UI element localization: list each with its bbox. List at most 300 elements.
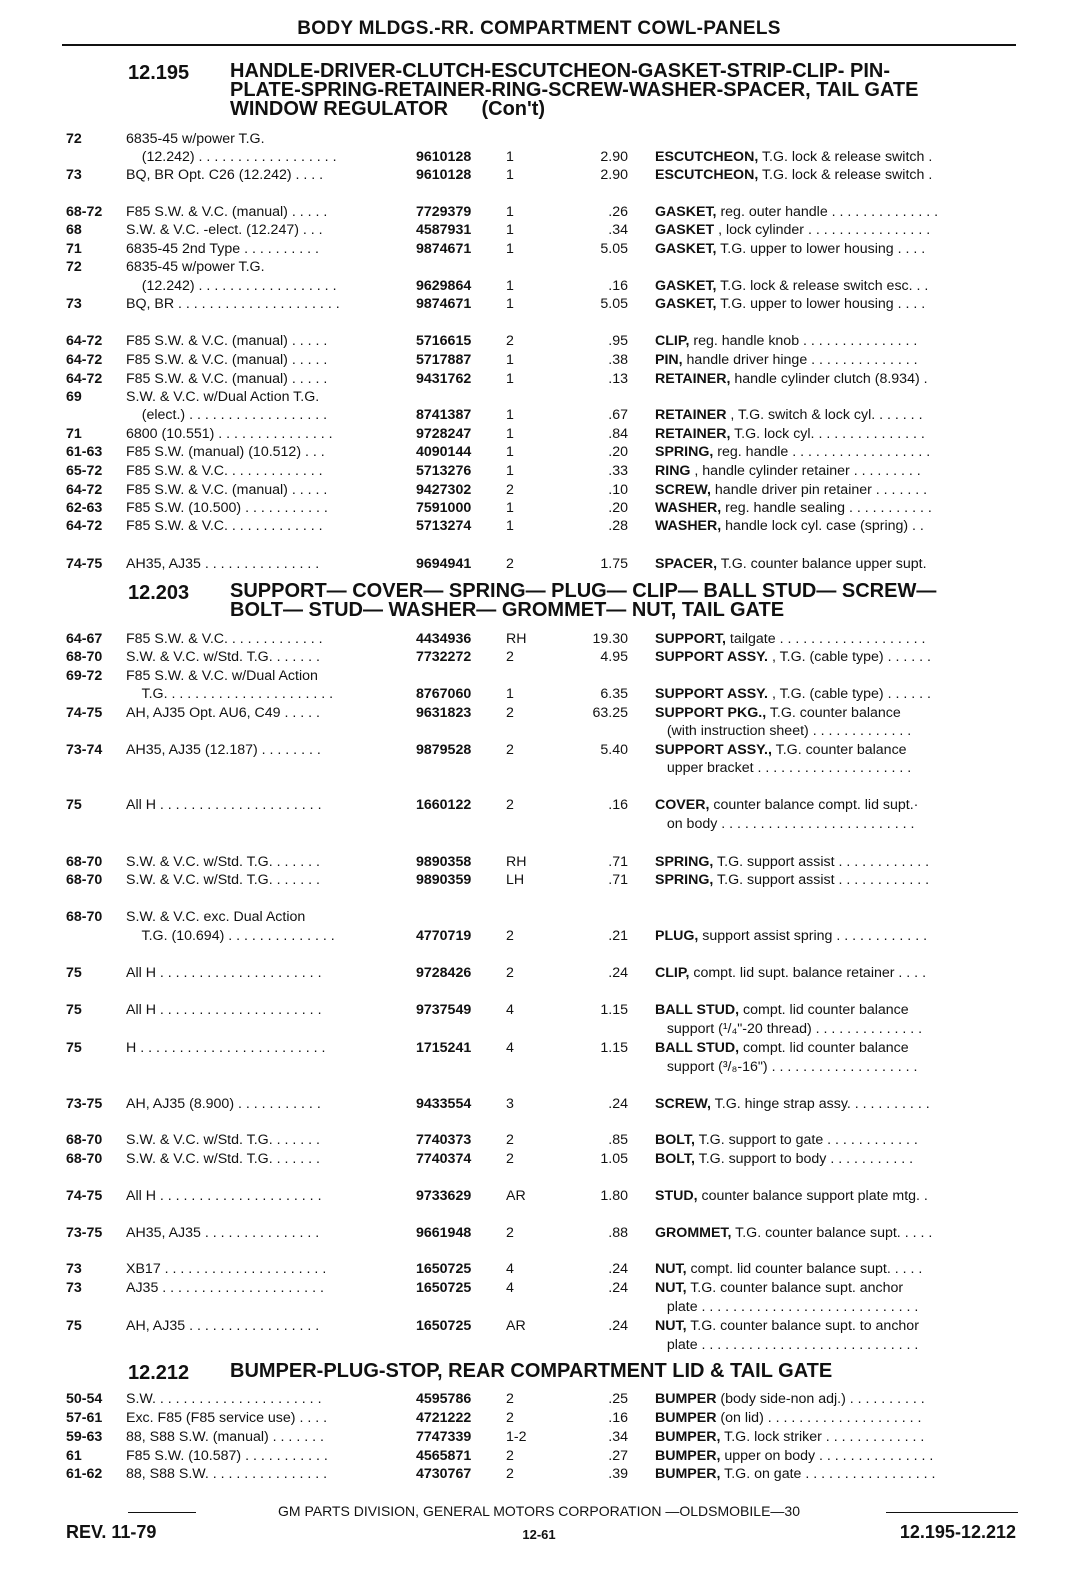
part-number-cell: 4587931 [416, 222, 472, 238]
table-row [0, 1058, 1078, 1076]
model-cell: F85 S.W. & V.C. (manual) . . . . . [126, 204, 328, 220]
part-description: support (¹/₄"-20 thread) . . . . . . . . . . . . . . [655, 1021, 923, 1037]
part-name: ESCUTCHEON, [655, 149, 759, 165]
model-cell: AH35, AJ35 (12.187) . . . . . . . . [126, 742, 321, 758]
description-cell [655, 166, 932, 184]
part-description: T.G. upper to lower housing . . . . [716, 241, 926, 257]
table-row [0, 1187, 1078, 1205]
section-title: HANDLE-DRIVER-CLUTCH-ESCUTCHEON-GASKET-STRIP-CLIP- PIN- PLATE-SPRING-RETAINER-RING-SCREW-WASHER-SPACER, TAIL GATE WINDOW REGULATOR (Con't) [230, 60, 919, 120]
year-cell: 75 [66, 1040, 82, 1056]
part-number-cell: 7740373 [416, 1132, 472, 1148]
header-rule [62, 44, 1016, 46]
part-number-cell: 9631823 [416, 705, 472, 721]
page-header-title: BODY MLDGS.-RR. COMPARTMENT COWL-PANELS [297, 18, 781, 39]
description-cell [655, 871, 929, 889]
part-name: BUMPER, [655, 1429, 721, 1445]
part-name: STUD, [655, 1188, 698, 1204]
price-cell: .84 [608, 426, 628, 442]
table-row [0, 425, 1078, 443]
price-cell: .20 [608, 444, 628, 460]
model-cell: All H . . . . . . . . . . . . . . . . . . . . . [126, 797, 322, 813]
part-number-cell: 7729379 [416, 204, 472, 220]
part-description: T.G. support to body . . . . . . . . . . . [694, 1151, 914, 1167]
model-cell: S.W. & V.C. w/Dual Action T.G. [126, 389, 320, 405]
price-cell: 1.75 [600, 556, 628, 572]
part-number-cell: 9610128 [416, 167, 472, 183]
description-cell [655, 722, 911, 740]
part-description: T.G. lock & release switch . [758, 167, 933, 183]
part-name: NUT, [655, 1261, 687, 1277]
part-number-cell: 4770719 [416, 928, 472, 944]
part-number-cell: 5713274 [416, 518, 472, 534]
part-description: support assist spring . . . . . . . . . . . . [698, 928, 928, 944]
part-description: upper bracket . . . . . . . . . . . . . . . . . . . . [655, 760, 912, 776]
quantity-cell: 2 [506, 1391, 514, 1407]
part-description: T.G. lock & release switch . [758, 149, 933, 165]
year-cell: 61-63 [66, 444, 103, 460]
table-row [0, 295, 1078, 313]
part-number-cell: 8767060 [416, 686, 472, 702]
year-cell: 73 [66, 296, 82, 312]
part-description: compt. lid counter balance supt. . . . . [686, 1261, 923, 1277]
quantity-cell: 1 [506, 296, 514, 312]
table-row [0, 741, 1078, 759]
part-number-cell: 7732272 [416, 649, 472, 665]
year-cell: 74-75 [66, 556, 103, 572]
description-cell [655, 240, 925, 258]
description-cell [655, 1020, 922, 1038]
year-cell: 68-70 [66, 649, 103, 665]
page-number: 12-61 [522, 1527, 556, 1542]
quantity-cell: RH [506, 854, 527, 870]
price-cell: .24 [608, 1318, 628, 1334]
model-cell: S.W. & V.C. w/Std. T.G. . . . . . . [126, 649, 320, 665]
part-description: T.G. on gate . . . . . . . . . . . . . . . . . [720, 1466, 936, 1482]
part-number-cell: 9433554 [416, 1096, 472, 1112]
part-description: reg. handle . . . . . . . . . . . . . . . . . . [713, 444, 931, 460]
part-name: BUMPER [655, 1391, 717, 1407]
year-cell: 68-70 [66, 872, 103, 888]
quantity-cell: 1 [506, 407, 514, 423]
table-row [0, 1131, 1078, 1149]
description-cell [655, 685, 931, 703]
price-cell: 1.15 [600, 1040, 628, 1056]
part-number-cell: 9694941 [416, 556, 472, 572]
part-description: , T.G. (cable type) . . . . . . [768, 686, 931, 702]
model-cell: 6835-45 w/power T.G. [126, 131, 265, 147]
description-cell [655, 1131, 918, 1149]
model-cell: F85 S.W. & V.C. (manual) . . . . . [126, 333, 328, 349]
part-description: T.G. lock cyl. . . . . . . . . . . . . . . [730, 426, 925, 442]
table-row [0, 1039, 1078, 1057]
part-number-cell: 1650725 [416, 1280, 472, 1296]
part-description: compt. lid supt. balance retainer . . . . [689, 965, 927, 981]
model-cell: 88, S88 S.W. (manual) . . . . . . . [126, 1429, 324, 1445]
year-cell: 68-70 [66, 1132, 103, 1148]
quantity-cell: 1 [506, 241, 514, 257]
quantity-cell: 1 [506, 518, 514, 534]
part-number-cell: 9879528 [416, 742, 472, 758]
part-description: (with instruction sheet) . . . . . . . . . . . . . [655, 723, 912, 739]
price-cell: 1.05 [600, 1151, 628, 1167]
part-name: BUMPER, [655, 1466, 721, 1482]
part-name: PIN, [655, 352, 683, 368]
price-cell: 2.90 [600, 149, 628, 165]
price-cell: 63.25 [592, 705, 628, 721]
model-cell: BQ, BR Opt. C26 (12.242) . . . . [126, 167, 324, 183]
table-row [0, 1317, 1078, 1335]
price-cell: 1.80 [600, 1188, 628, 1204]
table-row [0, 1095, 1078, 1113]
price-cell: .28 [608, 518, 628, 534]
year-cell: 68-70 [66, 909, 103, 925]
part-name: SUPPORT, [655, 631, 726, 647]
year-cell: 72 [66, 131, 82, 147]
table-row [0, 370, 1078, 388]
part-name: GASKET, [655, 278, 717, 294]
description-cell [655, 1390, 925, 1408]
model-cell: Exc. F85 (F85 service use) . . . . [126, 1410, 328, 1426]
model-cell: AH, AJ35 Opt. AU6, C49 . . . . . [126, 705, 320, 721]
model-cell: 6835-45 2nd Type . . . . . . . . . . [126, 241, 319, 257]
part-description: T.G. lock striker . . . . . . . . . . . . . [720, 1429, 925, 1445]
table-row [0, 964, 1078, 982]
price-cell: .88 [608, 1225, 628, 1241]
table-row [0, 759, 1078, 777]
part-description: T.G. counter balance supt. . . . . [731, 1225, 933, 1241]
description-cell [655, 796, 918, 814]
model-cell: AJ35 . . . . . . . . . . . . . . . . . . . . . [126, 1280, 324, 1296]
year-cell: 69 [66, 389, 82, 405]
part-name: BALL STUD, [655, 1040, 740, 1056]
table-row [0, 853, 1078, 871]
description-cell [655, 704, 901, 722]
table-row [0, 1224, 1078, 1242]
quantity-cell: 2 [506, 556, 514, 572]
part-number-cell: 7747339 [416, 1429, 472, 1445]
description-cell [655, 741, 907, 759]
description-cell [655, 351, 918, 369]
part-number-cell: 1650725 [416, 1318, 472, 1334]
part-description: counter balance support plate mtg. . [697, 1188, 928, 1204]
table-row [0, 815, 1078, 833]
model-cell: 6800 (10.551) . . . . . . . . . . . . . . . [126, 426, 333, 442]
description-cell [655, 1317, 919, 1335]
part-description: handle cylinder clutch (8.934) . [730, 371, 928, 387]
quantity-cell: 1 [506, 444, 514, 460]
quantity-cell: 1-2 [506, 1429, 527, 1445]
part-name: GASKET, [655, 204, 717, 220]
part-description: T.G. support assist . . . . . . . . . . . . [713, 854, 930, 870]
part-name: CLIP, [655, 965, 690, 981]
description-cell [655, 759, 911, 777]
model-cell: BQ, BR . . . . . . . . . . . . . . . . . . . . . [126, 296, 340, 312]
part-description: T.G. counter balance [766, 705, 901, 721]
quantity-cell: 4 [506, 1002, 514, 1018]
part-description: reg. handle sealing . . . . . . . . . . . [721, 500, 932, 516]
description-cell [655, 1039, 909, 1057]
year-cell: 72 [66, 259, 82, 275]
price-cell: .67 [608, 407, 628, 423]
table-row [0, 667, 1078, 685]
part-number-cell: 9728247 [416, 426, 472, 442]
quantity-cell: 1 [506, 686, 514, 702]
model-cell: (12.242) . . . . . . . . . . . . . . . . . . [126, 149, 337, 165]
quantity-cell: 2 [506, 928, 514, 944]
table-row [0, 1428, 1078, 1446]
table-row [0, 332, 1078, 350]
year-cell: 75 [66, 797, 82, 813]
part-name: GROMMET, [655, 1225, 732, 1241]
table-row [0, 796, 1078, 814]
part-number-cell: 7740374 [416, 1151, 472, 1167]
table-row [0, 388, 1078, 406]
year-cell: 73 [66, 167, 82, 183]
year-cell: 71 [66, 241, 82, 257]
year-cell: 64-72 [66, 352, 103, 368]
part-name: NUT, [655, 1280, 687, 1296]
description-cell [655, 443, 930, 461]
table-row [0, 258, 1078, 276]
part-number-cell: 4595786 [416, 1391, 472, 1407]
model-cell: F85 S.W. & V.C. . . . . . . . . . . . . [126, 518, 323, 534]
quantity-cell: LH [506, 872, 525, 888]
part-name: PLUG, [655, 928, 699, 944]
table-row [0, 203, 1078, 221]
part-description: T.G. upper to lower housing . . . . [716, 296, 926, 312]
part-description: plate . . . . . . . . . . . . . . . . . . . . . . . . . . . . [655, 1299, 919, 1315]
price-cell: 1.15 [600, 1002, 628, 1018]
price-cell: 5.05 [600, 241, 628, 257]
table-row [0, 648, 1078, 666]
footer-publisher: GM PARTS DIVISION, GENERAL MOTORS CORPORATION —OLDSMOBILE—30 [278, 1503, 800, 1519]
model-cell: AH, AJ35 (8.900) . . . . . . . . . . . [126, 1096, 321, 1112]
table-row [0, 1150, 1078, 1168]
description-cell [655, 555, 927, 573]
year-cell: 71 [66, 426, 82, 442]
part-description: T.G. counter balance supt. to anchor [686, 1318, 919, 1334]
price-cell: .16 [608, 797, 628, 813]
description-cell [655, 332, 917, 350]
quantity-cell: RH [506, 631, 527, 647]
year-cell: 57-61 [66, 1410, 103, 1426]
quantity-cell: 1 [506, 204, 514, 220]
part-name: BUMPER, [655, 1448, 721, 1464]
table-row [0, 1336, 1078, 1354]
table-row [0, 927, 1078, 945]
part-name: GASKET, [655, 241, 717, 257]
description-cell [655, 148, 932, 166]
part-number-cell: 5716615 [416, 333, 472, 349]
part-name: SPACER, [655, 556, 718, 572]
table-row [0, 351, 1078, 369]
part-name: BUMPER [655, 1410, 717, 1426]
description-cell [655, 462, 921, 480]
quantity-cell: 2 [506, 333, 514, 349]
year-cell: 75 [66, 1002, 82, 1018]
table-row [0, 406, 1078, 424]
table-row [0, 148, 1078, 166]
price-cell: .24 [608, 1096, 628, 1112]
year-cell: 74-75 [66, 1188, 103, 1204]
year-cell: 75 [66, 965, 82, 981]
price-cell: .39 [608, 1466, 628, 1482]
part-name: CLIP, [655, 333, 690, 349]
price-cell: .26 [608, 204, 628, 220]
description-cell [655, 815, 914, 833]
model-cell: 88, S88 S.W. . . . . . . . . . . . . . . . [126, 1466, 328, 1482]
year-cell: 64-67 [66, 631, 103, 647]
part-description: upper on body . . . . . . . . . . . . . . . [720, 1448, 934, 1464]
table-row [0, 130, 1078, 148]
section-range: 12.195-12.212 [899, 1522, 1016, 1542]
revision-label: REV. 11-79 [66, 1522, 157, 1542]
description-cell [655, 964, 926, 982]
description-cell [655, 1150, 913, 1168]
part-number-cell: 1715241 [416, 1040, 472, 1056]
part-description: handle driver hinge . . . . . . . . . . . . . . [682, 352, 918, 368]
part-name: SUPPORT PKG., [655, 705, 767, 721]
quantity-cell: 2 [506, 482, 514, 498]
quantity-cell: 2 [506, 1151, 514, 1167]
part-number-cell: 5713276 [416, 463, 472, 479]
description-cell [655, 425, 925, 443]
year-cell: 65-72 [66, 463, 103, 479]
table-row [0, 685, 1078, 703]
quantity-cell: 1 [506, 426, 514, 442]
part-number-cell: 9629864 [416, 278, 472, 294]
part-name: GASKET, [655, 296, 717, 312]
table-row [0, 443, 1078, 461]
table-row [0, 722, 1078, 740]
description-cell [655, 1465, 935, 1483]
model-cell: F85 S.W. & V.C. (manual) . . . . . [126, 371, 328, 387]
part-name: SPRING, [655, 854, 714, 870]
description-cell [655, 277, 928, 295]
description-cell [655, 1279, 903, 1297]
table-row [0, 517, 1078, 535]
price-cell: .24 [608, 1280, 628, 1296]
table-row [0, 481, 1078, 499]
model-cell: AH35, AJ35 . . . . . . . . . . . . . . . [126, 1225, 320, 1241]
description-cell [655, 1260, 922, 1278]
price-cell: 4.95 [600, 649, 628, 665]
part-number-cell: 9890359 [416, 872, 472, 888]
table-row [0, 240, 1078, 258]
part-number-cell: 9610128 [416, 149, 472, 165]
price-cell: .34 [608, 222, 628, 238]
section-title: SUPPORT— COVER— SPRING— PLUG— CLIP— BALL STUD— SCREW— BOLT— STUD— WASHER— GROMMET— NUT, TAIL GATE [230, 580, 937, 621]
year-cell: 74-75 [66, 705, 103, 721]
part-description: handle driver pin retainer . . . . . . . [710, 482, 928, 498]
price-cell: 5.05 [600, 296, 628, 312]
part-description: , lock cylinder . . . . . . . . . . . . . . . . [714, 222, 931, 238]
description-cell [655, 630, 925, 648]
part-name: GASKET [655, 222, 715, 238]
model-cell: F85 S.W. (manual) (10.512) . . . [126, 444, 325, 460]
quantity-cell: 4 [506, 1261, 514, 1277]
part-description: tailgate . . . . . . . . . . . . . . . . . . . [725, 631, 926, 647]
quantity-cell: 4 [506, 1280, 514, 1296]
year-cell: 69-72 [66, 668, 103, 684]
year-cell: 73-74 [66, 742, 103, 758]
part-description: (on lid) . . . . . . . . . . . . . . . . . . . . [716, 1410, 922, 1426]
part-name: SUPPORT ASSY. [655, 649, 768, 665]
quantity-cell: 1 [506, 463, 514, 479]
table-row [0, 166, 1078, 184]
price-cell: .25 [608, 1391, 628, 1407]
year-cell: 59-63 [66, 1429, 103, 1445]
part-name: RING [655, 463, 691, 479]
model-cell: S.W. & V.C. -elect. (12.247) . . . [126, 222, 323, 238]
model-cell: All H . . . . . . . . . . . . . . . . . . . . . [126, 965, 322, 981]
quantity-cell: 1 [506, 371, 514, 387]
description-cell [655, 1224, 932, 1242]
part-number-cell: 8741387 [416, 407, 472, 423]
quantity-cell: 1 [506, 167, 514, 183]
price-cell: .85 [608, 1132, 628, 1148]
year-cell: 62-63 [66, 500, 103, 516]
table-row [0, 555, 1078, 573]
part-description: handle lock cyl. case (spring) . . [721, 518, 924, 534]
table-row [0, 1447, 1078, 1465]
part-description: T.G. counter balance upper supt. [717, 556, 927, 572]
quantity-cell: 2 [506, 1448, 514, 1464]
description-cell [655, 406, 923, 424]
price-cell: 6.35 [600, 686, 628, 702]
part-description: compt. lid counter balance [739, 1002, 909, 1018]
model-cell: S.W. & V.C. w/Std. T.G. . . . . . . [126, 1151, 320, 1167]
part-description: reg. handle knob . . . . . . . . . . . . . . . [689, 333, 918, 349]
quantity-cell: 3 [506, 1096, 514, 1112]
description-cell [655, 370, 928, 388]
price-cell: .33 [608, 463, 628, 479]
quantity-cell: 2 [506, 649, 514, 665]
table-row [0, 630, 1078, 648]
model-cell: T.G. (10.694) . . . . . . . . . . . . . . [126, 928, 335, 944]
description-cell [655, 1409, 921, 1427]
year-cell: 61-62 [66, 1466, 103, 1482]
table-row [0, 1465, 1078, 1483]
part-description: , handle cylinder retainer . . . . . . . . . [690, 463, 921, 479]
table-row [0, 908, 1078, 926]
part-number-cell: 5717887 [416, 352, 472, 368]
year-cell: 50-54 [66, 1391, 103, 1407]
description-cell [655, 1298, 918, 1316]
price-cell: .24 [608, 965, 628, 981]
part-number-cell: 1650725 [416, 1261, 472, 1277]
section-number: 12.203 [128, 582, 190, 604]
model-cell: AH35, AJ35 . . . . . . . . . . . . . . . [126, 556, 320, 572]
year-cell: 68-70 [66, 854, 103, 870]
description-cell [655, 1336, 918, 1354]
part-name: BOLT, [655, 1151, 695, 1167]
description-cell [655, 481, 927, 499]
model-cell: (elect.) . . . . . . . . . . . . . . . . . . [126, 407, 328, 423]
quantity-cell: 2 [506, 1225, 514, 1241]
part-description: T.G. support to gate . . . . . . . . . . . . [694, 1132, 918, 1148]
part-number-cell: 9661948 [416, 1225, 472, 1241]
model-cell: H . . . . . . . . . . . . . . . . . . . . . . . . [126, 1040, 326, 1056]
price-cell: .13 [608, 371, 628, 387]
part-description: reg. outer handle . . . . . . . . . . . . . . [716, 204, 939, 220]
part-number-cell: 4090144 [416, 444, 472, 460]
part-name: SUPPORT ASSY., [655, 742, 772, 758]
model-cell: S.W. . . . . . . . . . . . . . . . . . . . . . [126, 1391, 322, 1407]
part-name: SPRING, [655, 444, 714, 460]
part-number-cell: 9874671 [416, 241, 472, 257]
description-cell [655, 648, 931, 666]
